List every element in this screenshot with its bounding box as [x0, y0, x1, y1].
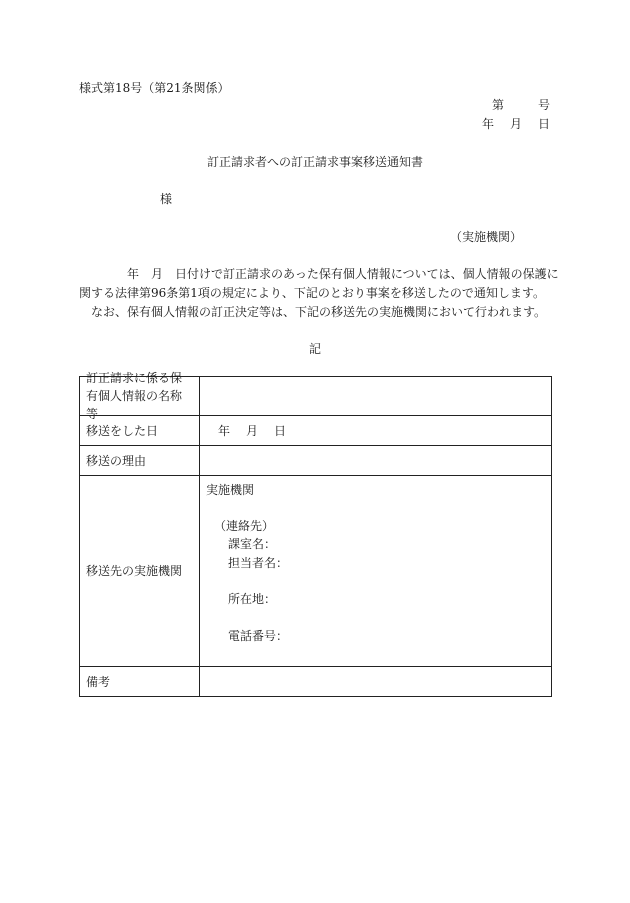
- value-transfer-reason[interactable]: [200, 446, 551, 475]
- sender-agency: （実施機関）: [449, 230, 522, 244]
- ki-heading: 記: [308, 342, 321, 356]
- transfer-month: 月: [246, 424, 259, 438]
- issue-date: [482, 118, 550, 130]
- transfer-year: 年: [218, 424, 231, 438]
- row-label-remarks: 備考: [80, 667, 200, 696]
- details-table: [79, 371, 552, 697]
- body-paragraph-1-line-1: 年 月 日付けで訂正請求のあった保有個人情報については、個人情報の保護に: [79, 267, 559, 281]
- document-title: 訂正請求者への訂正請求事案移送通知書: [206, 155, 423, 169]
- table-row: [80, 445, 551, 475]
- value-destination[interactable]: [200, 476, 551, 666]
- body-paragraph-2: なお、保有個人情報の訂正決定等は、下記の移送先の実施機関において行われます。: [79, 305, 547, 319]
- row-label-transfer-date: 移送をした日: [80, 416, 200, 445]
- row-label-transfer-reason: 移送の理由: [80, 446, 200, 475]
- issue-day: 日: [537, 117, 550, 131]
- ref-dai: 第: [491, 98, 504, 112]
- body-paragraph-1-line-2: 関する法律第96条第1項の規定により、下記のとおり事案を移送したので通知します。: [79, 286, 545, 300]
- value-info-name[interactable]: [200, 377, 551, 415]
- form-number: 様式第18号（第21条関係）: [79, 81, 230, 95]
- section-name-label: 課室名：: [228, 537, 277, 551]
- table-row: [80, 371, 551, 421]
- row-label-destination: 移送先の実施機関: [80, 476, 200, 666]
- table-row: [80, 666, 551, 696]
- contact-label: （連絡先）: [214, 519, 275, 533]
- value-transfer-date[interactable]: [200, 416, 551, 445]
- address-label: 所在地：: [228, 592, 277, 606]
- person-in-charge-label: 担当者名：: [228, 556, 289, 570]
- table-row: [80, 415, 551, 445]
- reference-number: [492, 99, 550, 111]
- issue-year: 年: [481, 117, 494, 131]
- issue-month: 月: [509, 117, 522, 131]
- phone-number-label: 電話番号：: [228, 629, 289, 643]
- destination-agency-label: 実施機関: [206, 483, 255, 497]
- table-row: [80, 475, 551, 666]
- ref-gou: 号: [537, 98, 550, 112]
- row-label-info-name: 訂正請求に係る保有個人情報の名称等: [80, 377, 200, 415]
- addressee: 様: [160, 192, 173, 206]
- value-remarks[interactable]: [200, 667, 551, 696]
- transfer-day: 日: [274, 424, 287, 438]
